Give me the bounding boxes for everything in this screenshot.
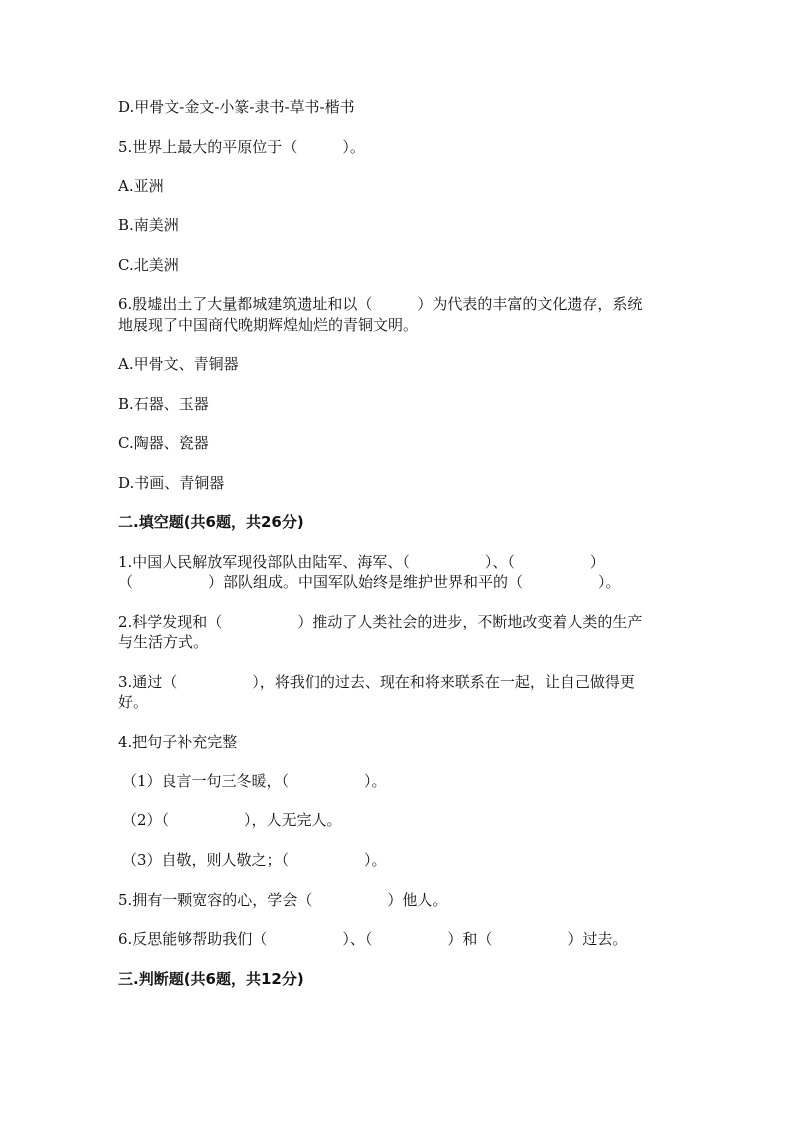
fill-q3-line1: 3.通过（ ），将我们的过去、现在和将来联系在一起，让自己做得更 bbox=[118, 673, 635, 691]
fill-q1-line2: （ ）部队组成。中国军队始终是维护世界和平的（ ）。 bbox=[118, 573, 621, 591]
section2-title: 二.填空题(共6题，共26分) bbox=[118, 513, 304, 531]
fill-q6: 6.反思能够帮助我们（ ）、（ ）和（ ）过去。 bbox=[118, 930, 628, 948]
fill-q1-line1: 1.中国人民解放军现役部队由陆军、海军、（ ）、（ ） bbox=[118, 553, 605, 571]
fill-q3-line2: 好。 bbox=[118, 693, 149, 711]
q6-stem-line1: 6.殷墟出土了大量都城建筑遗址和以（ ）为代表的丰富的文化遗存，系统 bbox=[118, 295, 643, 313]
q6-stem-line2: 地展现了中国商代晚期辉煌灿烂的青铜文明。 bbox=[118, 316, 419, 334]
q4-option-d: D.甲骨文-金文-小篆-隶书-草书-楷书 bbox=[118, 98, 355, 116]
fill-q4-item-1: （1）良言一句三冬暖，（ ）。 bbox=[122, 772, 387, 790]
fill-q2-line1: 2.科学发现和（ ）推动了人类社会的进步，不断地改变着人类的生产 bbox=[118, 613, 643, 631]
q5-option-c: C.北美洲 bbox=[118, 256, 179, 274]
q5-option-b: B.南美洲 bbox=[118, 216, 179, 234]
fill-q4-item-2: （2）（ ），人无完人。 bbox=[122, 811, 342, 829]
fill-q4-stem: 4.把句子补充完整 bbox=[118, 733, 238, 751]
q6-option-c: C.陶器、瓷器 bbox=[118, 434, 209, 452]
fill-q4-item-3: （3）自敬，则人敬之；（ ）。 bbox=[122, 851, 387, 869]
q6-option-a: A.甲骨文、青铜器 bbox=[118, 355, 239, 373]
fill-q5: 5.拥有一颗宽容的心，学会（ ）他人。 bbox=[118, 891, 448, 909]
q5-option-a: A.亚洲 bbox=[118, 177, 164, 195]
q5-stem: 5.世界上最大的平原位于（ ）。 bbox=[118, 138, 365, 156]
q6-option-b: B.石器、玉器 bbox=[118, 395, 209, 413]
section3-title: 三.判断题(共6题，共12分) bbox=[118, 970, 304, 988]
q6-option-d: D.书画、青铜器 bbox=[118, 474, 225, 492]
fill-q2-line2: 与生活方式。 bbox=[118, 633, 209, 651]
